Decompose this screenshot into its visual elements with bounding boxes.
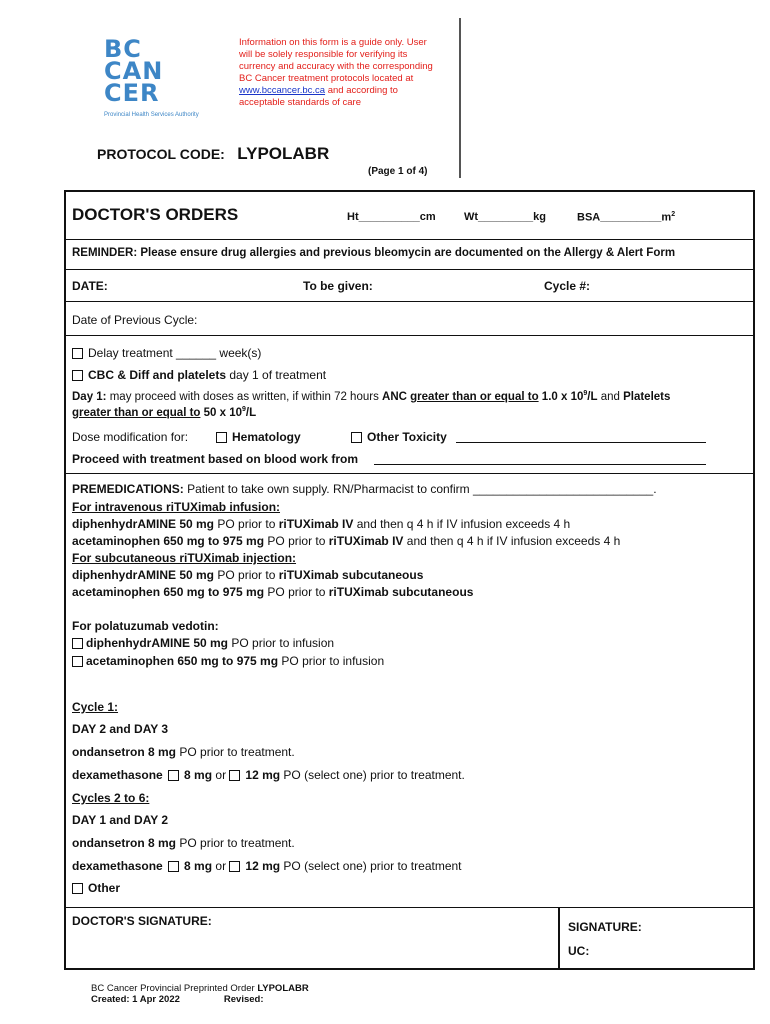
disclaimer-line: acceptable standards of care: [239, 97, 361, 108]
iv-premed-2: acetaminophen 650 mg to 975 mg PO prior to riTUXimab IV and then q 4 h if IV infusion exceeds 4 h: [72, 534, 621, 548]
orders-title-row: [66, 192, 753, 240]
other-option[interactable]: Other: [72, 881, 120, 895]
other-toxicity-checkbox[interactable]: [351, 432, 362, 443]
platelet-condition: greater than or equal to 50 x $10^9/L$: [72, 406, 257, 419]
cycles2to6-dexamethasone: dexamethasone 8 mg or 12 mg PO (select one) prior to treatment: [72, 859, 462, 873]
disclaimer: [239, 37, 454, 109]
day1-condition: Day 1: may proceed with doses as written, if within 72 hours ANC greater than or equal to 1.0 x $10^9/L$ and Platelets: [72, 390, 671, 403]
signature-divider: [558, 908, 560, 968]
disclaimer-line: www.bccancer.bc.ca and according to: [239, 85, 398, 96]
disclaimer-line: BC Cancer treatment protocols located at: [239, 73, 414, 84]
pola-premed-1[interactable]: diphenhydrAMINE 50 mg PO prior to infusion: [72, 636, 334, 650]
cycles2to6-dex-8mg-checkbox[interactable]: [168, 861, 179, 872]
reminder-text: REMINDER: Please ensure drug allergies and previous bleomycin are documented on the Allergy & Alert Form: [72, 247, 676, 259]
treatment-conditions: [66, 336, 753, 474]
premed-header: PREMEDICATIONS: Patient to take own supply. RN/Pharmacist to confirm ___________________________.: [72, 482, 657, 496]
signature-row: [66, 908, 753, 968]
hematology-option[interactable]: Hematology: [216, 430, 301, 444]
iv-rituximab-heading: For intravenous riTUXimab infusion:: [72, 500, 281, 514]
cycle1-ondansetron: ondansetron 8 mg PO prior to treatment.: [72, 745, 295, 759]
logo-line-2: CAN: [104, 57, 164, 85]
protocol-code: LYPOLABR: [237, 144, 330, 163]
sc-rituximab-heading: For subcutaneous riTUXimab injection:: [72, 551, 297, 565]
polatuzumab-heading: For polatuzumab vedotin:: [72, 619, 219, 633]
disclaimer-line: will be solely responsible for verifying its: [239, 49, 408, 60]
to-be-given-field[interactable]: To be given:: [303, 279, 373, 293]
cbc-checkbox[interactable]: [72, 370, 83, 381]
cycles2to6-days: DAY 1 and DAY 2: [72, 813, 169, 827]
cbc-option[interactable]: CBC & Diff and platelets day 1 of treatment: [72, 368, 326, 382]
hematology-checkbox[interactable]: [216, 432, 227, 443]
cycles2to6-dex-12mg-checkbox[interactable]: [229, 861, 240, 872]
delay-checkbox[interactable]: [72, 348, 83, 359]
footer: [91, 983, 309, 1005]
previous-cycle-row: [66, 302, 753, 336]
footer-line-1: BC Cancer Provincial Preprinted Order LYPOLABR: [91, 983, 309, 994]
date-row: [66, 270, 753, 302]
uc-field[interactable]: UC:: [568, 944, 590, 958]
doctor-signature-field[interactable]: DOCTOR'S SIGNATURE:: [72, 914, 212, 928]
bsa-field[interactable]: $BSA\_\_\_\_\_\_\_\_\_\_m^2$: [577, 211, 676, 224]
proceed-label: Proceed with treatment based on blood work from: [72, 452, 359, 466]
sc-premed-1: diphenhydrAMINE 50 mg PO prior to riTUXimab subcutaneous: [72, 568, 424, 582]
doctors-orders-form: [64, 190, 755, 970]
iv-premed-1: diphenhydrAMINE 50 mg PO prior to riTUXimab IV and then q 4 h if IV infusion exceeds 4 h: [72, 517, 571, 531]
delay-treatment-option[interactable]: Delay treatment ______ week(s): [72, 346, 261, 360]
sc-premed-2: acetaminophen 650 mg to 975 mg PO prior to riTUXimab subcutaneous: [72, 585, 474, 599]
disclaimer-line: currency and accuracy with the corresponding: [239, 61, 433, 72]
previous-cycle-field[interactable]: Date of Previous Cycle:: [72, 313, 198, 327]
protocol-label: PROTOCOL CODE:: [97, 146, 225, 162]
cycle1-days: DAY 2 and DAY 3: [72, 722, 169, 736]
protocol-code-row: [97, 144, 329, 164]
reminder-row: [66, 240, 753, 270]
pola-diphenhydramine-checkbox[interactable]: [72, 638, 83, 649]
cycle1-dex-8mg-checkbox[interactable]: [168, 770, 179, 781]
header-divider: [459, 18, 461, 178]
date-field[interactable]: DATE:: [72, 279, 108, 293]
orders-title: DOCTOR'S ORDERS: [72, 205, 239, 224]
disclaimer-line: Information on this form is a guide only. User: [239, 37, 427, 48]
signature-field[interactable]: SIGNATURE:: [568, 920, 642, 934]
cycles2to6-ondansetron: ondansetron 8 mg PO prior to treatment.: [72, 836, 295, 850]
page-indicator: (Page 1 of 4): [368, 166, 428, 177]
height-field[interactable]: Ht__________cm: [347, 211, 436, 223]
bccancer-link[interactable]: www.bccancer.bc.ca: [239, 85, 326, 96]
bc-cancer-logo: [104, 35, 199, 118]
footer-line-2: Created: 1 Apr 2022 Revised:: [91, 994, 264, 1005]
logo-line-1: BC: [104, 35, 142, 63]
cycle-number-field[interactable]: Cycle #:: [544, 279, 591, 293]
premedications-section: [66, 474, 753, 908]
cycle1-heading: Cycle 1:: [72, 700, 119, 714]
bloodwork-date-line[interactable]: [374, 464, 706, 465]
other-toxicity-option[interactable]: Other Toxicity: [351, 430, 447, 444]
pola-premed-2[interactable]: acetaminophen 650 mg to 975 mg PO prior to infusion: [72, 654, 384, 668]
weight-field[interactable]: Wt_________kg: [464, 211, 546, 223]
pola-acetaminophen-checkbox[interactable]: [72, 656, 83, 667]
cycles2to6-heading: Cycles 2 to 6:: [72, 791, 150, 805]
cycle1-dexamethasone: dexamethasone 8 mg or 12 mg PO (select one) prior to treatment.: [72, 768, 465, 782]
cycle1-dex-12mg-checkbox[interactable]: [229, 770, 240, 781]
other-toxicity-line[interactable]: [456, 442, 706, 443]
other-checkbox[interactable]: [72, 883, 83, 894]
logo-line-3: CER: [104, 79, 160, 107]
dose-modification-label: Dose modification for:: [72, 430, 189, 444]
logo-subtitle: Provincial Health Services Authority: [104, 112, 199, 118]
